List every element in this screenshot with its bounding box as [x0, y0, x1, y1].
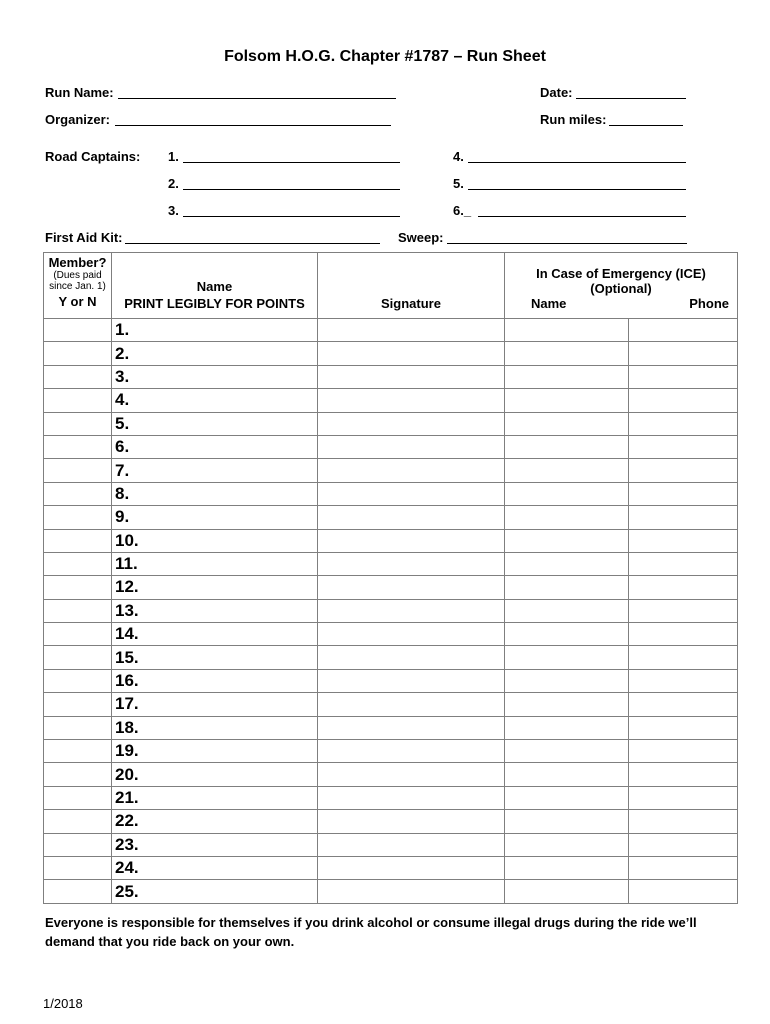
ice-phone-cell[interactable]	[629, 482, 738, 505]
signature-cell[interactable]	[318, 529, 505, 552]
member-title: Member?	[48, 255, 107, 270]
signature-cell[interactable]	[318, 716, 505, 739]
ice-phone-cell[interactable]	[629, 459, 738, 482]
ice-name-cell[interactable]	[505, 646, 629, 669]
ice-phone-cell[interactable]	[629, 599, 738, 622]
run-name-label: Run Name:	[45, 85, 114, 100]
ice-phone-cell[interactable]	[629, 856, 738, 879]
captain-2-line[interactable]	[183, 189, 400, 190]
table-row	[44, 435, 738, 458]
member-yn: Y or N	[58, 294, 97, 309]
row-number-name-cell[interactable]: 13.	[112, 599, 318, 622]
member-cell[interactable]	[44, 412, 112, 435]
captain-5-line[interactable]	[468, 189, 686, 190]
ice-name-cell[interactable]	[505, 506, 629, 529]
row-number-name-cell[interactable]: 15.	[112, 646, 318, 669]
ice-name-cell[interactable]	[505, 389, 629, 412]
name-title: Name	[196, 279, 233, 294]
organizer-label: Organizer:	[45, 112, 111, 127]
page-title: Folsom H.O.G. Chapter #1787 – Run Sheet	[224, 48, 546, 65]
date-label: Date:	[540, 85, 573, 100]
member-cell[interactable]	[44, 482, 112, 505]
row-number-name-cell[interactable]: 16.	[112, 669, 318, 692]
table-row	[44, 552, 738, 575]
ice-header	[505, 253, 738, 319]
ice-phone-cell[interactable]	[629, 435, 738, 458]
table-row	[44, 786, 738, 809]
ice-phone-cell[interactable]	[629, 646, 738, 669]
signature-cell[interactable]	[318, 880, 505, 903]
table-row	[44, 319, 738, 342]
member-cell[interactable]	[44, 623, 112, 646]
ice-optional: (Optional)	[590, 281, 652, 296]
row-number-name-cell[interactable]: 25.	[112, 880, 318, 903]
first-aid-kit-line[interactable]	[125, 243, 380, 244]
member-cell[interactable]	[44, 459, 112, 482]
table-row	[44, 412, 738, 435]
member-cell[interactable]	[44, 740, 112, 763]
row-number-name-cell[interactable]: 9.	[112, 506, 318, 529]
member-cell[interactable]	[44, 880, 112, 903]
captain-6-line[interactable]	[478, 216, 686, 217]
run-miles-label: Run miles:	[540, 112, 607, 127]
row-number-name-cell[interactable]: 10.	[112, 529, 318, 552]
signature-header: Signature	[318, 253, 505, 319]
captain-3-line[interactable]	[183, 216, 400, 217]
ice-phone-cell[interactable]	[629, 319, 738, 342]
table-row	[44, 365, 738, 388]
signature-cell[interactable]	[318, 319, 505, 342]
ice-name-cell[interactable]	[505, 342, 629, 365]
signature-cell[interactable]	[318, 693, 505, 716]
member-cell[interactable]	[44, 435, 112, 458]
member-cell[interactable]	[44, 716, 112, 739]
row-number-name-cell[interactable]: 23.	[112, 833, 318, 856]
row-number-name-cell[interactable]: 4.	[112, 389, 318, 412]
run-miles-line[interactable]	[609, 125, 683, 126]
table-row	[44, 482, 738, 505]
ice-name-cell[interactable]	[505, 412, 629, 435]
signature-cell[interactable]	[318, 576, 505, 599]
member-header	[44, 253, 112, 319]
signature-cell[interactable]	[318, 623, 505, 646]
ice-phone-cell[interactable]	[629, 412, 738, 435]
ice-name-cell[interactable]	[505, 552, 629, 575]
ice-name-cell[interactable]	[505, 599, 629, 622]
organizer-line[interactable]	[115, 125, 391, 126]
captain-4-line[interactable]	[468, 162, 686, 163]
row-number-name-cell[interactable]: 14.	[112, 623, 318, 646]
signature-cell[interactable]	[318, 552, 505, 575]
member-cell[interactable]	[44, 506, 112, 529]
signature-cell[interactable]	[318, 669, 505, 692]
member-cell[interactable]	[44, 786, 112, 809]
signature-cell[interactable]	[318, 786, 505, 809]
ice-phone-cell[interactable]	[629, 342, 738, 365]
ice-name-cell[interactable]	[505, 810, 629, 833]
captain-3-label: 3.	[168, 203, 179, 218]
table-row	[44, 740, 738, 763]
ice-phone-cell[interactable]	[629, 529, 738, 552]
signature-cell[interactable]	[318, 435, 505, 458]
row-number-name-cell[interactable]: 18.	[112, 716, 318, 739]
member-cell[interactable]	[44, 693, 112, 716]
member-cell[interactable]	[44, 365, 112, 388]
ice-name-cell[interactable]	[505, 763, 629, 786]
ice-name-cell[interactable]	[505, 319, 629, 342]
member-cell[interactable]	[44, 552, 112, 575]
ice-name-cell[interactable]	[505, 576, 629, 599]
table-row	[44, 833, 738, 856]
ice-phone-cell[interactable]	[629, 763, 738, 786]
signature-cell[interactable]	[318, 763, 505, 786]
ice-title: In Case of Emergency (ICE)	[536, 266, 706, 281]
ice-name-cell[interactable]	[505, 435, 629, 458]
captain-6-label: 6._	[453, 203, 472, 218]
ice-name-cell[interactable]	[505, 880, 629, 903]
member-note: (Dues paid since Jan. 1)	[49, 270, 106, 292]
row-number-name-cell[interactable]: 8.	[112, 482, 318, 505]
table-row	[44, 529, 738, 552]
captain-5-label: 5.	[453, 176, 464, 191]
table-row	[44, 856, 738, 879]
ice-phone-cell[interactable]	[629, 740, 738, 763]
member-cell[interactable]	[44, 319, 112, 342]
ice-name-cell[interactable]	[505, 623, 629, 646]
signature-cell[interactable]	[318, 482, 505, 505]
table-row	[44, 623, 738, 646]
footer-date: 1/2018	[43, 996, 83, 1011]
ice-phone-cell[interactable]	[629, 576, 738, 599]
ice-phone-cell[interactable]	[629, 880, 738, 903]
row-number-name-cell[interactable]: 20.	[112, 763, 318, 786]
ice-phone-header: Phone	[689, 296, 729, 311]
row-number-name-cell[interactable]: 5.	[112, 412, 318, 435]
run-name-line[interactable]	[118, 98, 396, 99]
ice-name-cell[interactable]	[505, 482, 629, 505]
ice-name-cell[interactable]	[505, 669, 629, 692]
table-row	[44, 810, 738, 833]
signature-cell[interactable]	[318, 412, 505, 435]
ice-phone-cell[interactable]	[629, 833, 738, 856]
ice-name-cell[interactable]	[505, 529, 629, 552]
date-line[interactable]	[576, 98, 686, 99]
row-number-name-cell[interactable]: 2.	[112, 342, 318, 365]
road-captains-label: Road Captains:	[45, 149, 141, 164]
table-row	[44, 599, 738, 622]
table-row	[44, 459, 738, 482]
row-number-name-cell[interactable]: 22.	[112, 810, 318, 833]
row-number-name-cell[interactable]: 12.	[112, 576, 318, 599]
member-cell[interactable]	[44, 529, 112, 552]
member-cell[interactable]	[44, 810, 112, 833]
member-cell[interactable]	[44, 833, 112, 856]
table-row	[44, 880, 738, 903]
signature-cell[interactable]	[318, 646, 505, 669]
ice-phone-cell[interactable]	[629, 389, 738, 412]
captain-1-line[interactable]	[183, 162, 400, 163]
signature-cell[interactable]	[318, 506, 505, 529]
signature-cell[interactable]	[318, 740, 505, 763]
signature-cell[interactable]	[318, 810, 505, 833]
name-header	[112, 253, 318, 319]
captain-4-label: 4.	[453, 149, 464, 164]
ice-name-cell[interactable]	[505, 833, 629, 856]
signature-cell[interactable]	[318, 833, 505, 856]
table-row	[44, 716, 738, 739]
sweep-label: Sweep:	[398, 230, 444, 245]
table-row	[44, 342, 738, 365]
table-row	[44, 669, 738, 692]
row-number-name-cell[interactable]: 19.	[112, 740, 318, 763]
ice-phone-cell[interactable]	[629, 506, 738, 529]
ice-name-cell[interactable]	[505, 740, 629, 763]
ice-name-cell[interactable]	[505, 856, 629, 879]
ice-phone-cell[interactable]	[629, 623, 738, 646]
row-number-name-cell[interactable]: 7.	[112, 459, 318, 482]
signature-cell[interactable]	[318, 459, 505, 482]
run-sheet-table	[43, 252, 738, 904]
signature-cell[interactable]	[318, 389, 505, 412]
signature-cell[interactable]	[318, 856, 505, 879]
row-number-name-cell[interactable]: 1.	[112, 319, 318, 342]
ice-phone-cell[interactable]	[629, 552, 738, 575]
ice-name-cell[interactable]	[505, 716, 629, 739]
ice-name-cell[interactable]	[505, 693, 629, 716]
ice-phone-cell[interactable]	[629, 810, 738, 833]
captain-2-label: 2.	[168, 176, 179, 191]
table-header-row	[44, 253, 738, 319]
member-cell[interactable]	[44, 856, 112, 879]
table-row	[44, 506, 738, 529]
ice-name-cell[interactable]	[505, 365, 629, 388]
captain-1-label: 1.	[168, 149, 179, 164]
ice-name-cell[interactable]	[505, 459, 629, 482]
table-row	[44, 693, 738, 716]
table-row	[44, 763, 738, 786]
ice-phone-cell[interactable]	[629, 669, 738, 692]
row-number-name-cell[interactable]: 21.	[112, 786, 318, 809]
member-cell[interactable]	[44, 669, 112, 692]
member-cell[interactable]	[44, 389, 112, 412]
table-row	[44, 389, 738, 412]
member-cell[interactable]	[44, 646, 112, 669]
ice-phone-cell[interactable]	[629, 693, 738, 716]
ice-phone-cell[interactable]	[629, 786, 738, 809]
member-cell[interactable]	[44, 599, 112, 622]
disclaimer-text: Everyone is responsible for themselves if you drink alcohol or consume illegal drugs during the ride we’ll demand that you ride back on your own.	[45, 915, 697, 949]
member-cell[interactable]	[44, 576, 112, 599]
ice-name-cell[interactable]	[505, 786, 629, 809]
signature-cell[interactable]	[318, 342, 505, 365]
table-row	[44, 646, 738, 669]
ice-phone-cell[interactable]	[629, 716, 738, 739]
row-number-name-cell[interactable]: 11.	[112, 552, 318, 575]
row-number-name-cell[interactable]: 6.	[112, 435, 318, 458]
table-row	[44, 576, 738, 599]
sweep-line[interactable]	[447, 243, 687, 244]
ice-name-header: Name	[531, 296, 567, 311]
signature-cell[interactable]	[318, 599, 505, 622]
signature-cell[interactable]	[318, 365, 505, 388]
row-number-name-cell[interactable]: 3.	[112, 365, 318, 388]
ice-phone-cell[interactable]	[629, 365, 738, 388]
row-number-name-cell[interactable]: 24.	[112, 856, 318, 879]
row-number-name-cell[interactable]: 17.	[112, 693, 318, 716]
member-cell[interactable]	[44, 342, 112, 365]
name-subtitle: PRINT LEGIBLY FOR POINTS	[124, 296, 305, 311]
member-cell[interactable]	[44, 763, 112, 786]
first-aid-kit-label: First Aid Kit:	[45, 230, 123, 245]
